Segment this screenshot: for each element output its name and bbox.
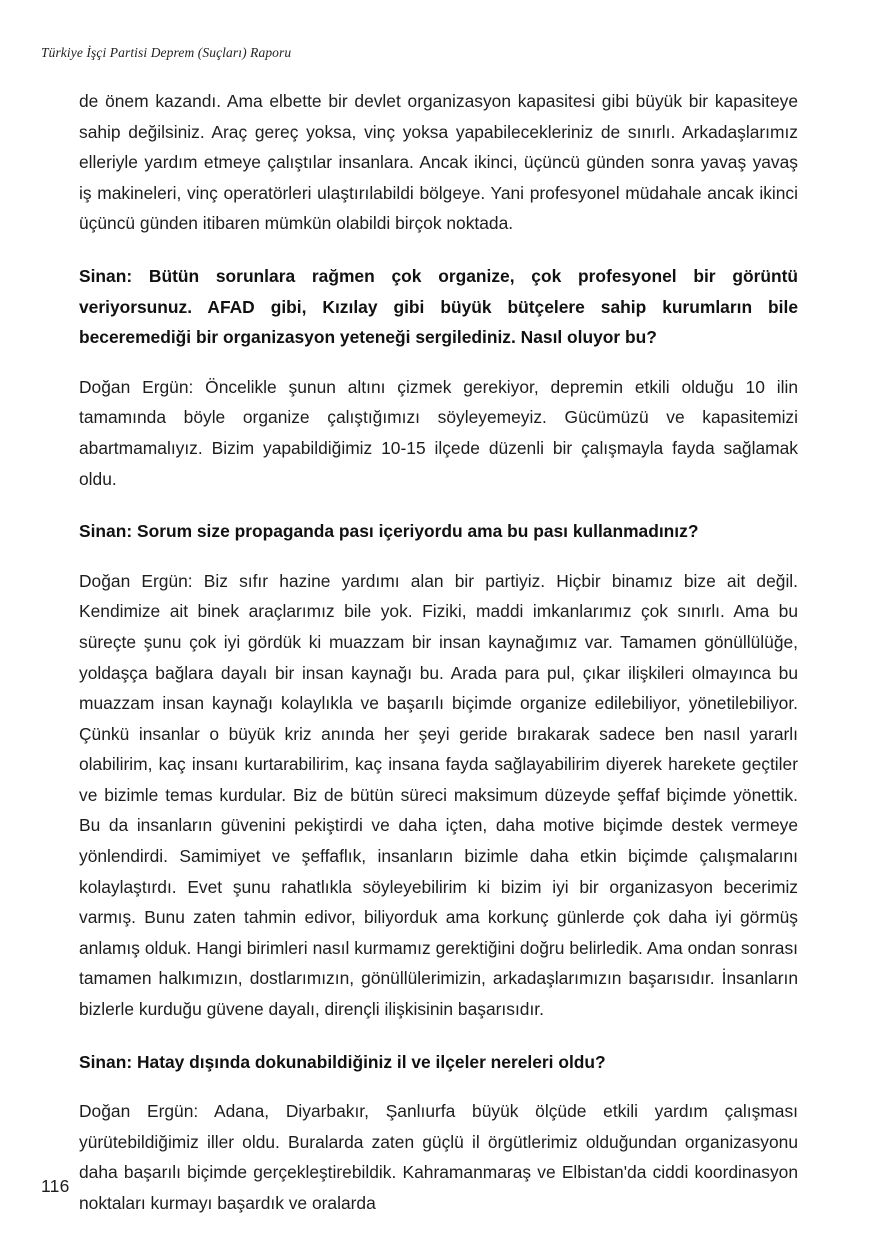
running-head: Türkiye İşçi Partisi Deprem (Suçları) Raporu	[41, 45, 292, 60]
page-content	[79, 86, 798, 1219]
paragraph: Doğan Ergün: Biz sıfır hazine yardımı alan bir partiyiz. Hiçbir binamız bize ait değil. Kendimize ait binek araçlarımız bile yok. Fiziki, maddi imkanlarımız çok sınırlı. Ama bu süreçte şunu çok iyi gördük ki muazzam bir insan kaynağımız var. Tamamen gönüllülüğe, yoldaşça bağlara dayalı bir insan kaynağı bu. Arada para pul, çıkar ilişkileri olmayınca bu muazzam insan kaynağı kolaylıkla ve başarılı biçimde organize edilebiliyor, yönetilebiliyor. Çünkü insanlar o büyük kriz anında her şeyi geride bırakarak sadece ben nasıl yararlı olabilirim, kaç insanı kurtarabilirim, kaç insana fayda sağlayabilirim diyerek harekete geçtiler ve bizimle temas kurdular. Biz de bütün süreci maksimum düzeyde şeffaf biçimde yönettik. Bu da insanların güvenini pekiştirdi ve daha içten, daha motive biçimde destek vermeye yönlendirdi. Samimiyet ve şeffaflık, insanların bizimle daha etkin biçimde çalışmalarını kolaylaştırdı. Evet şunu rahatlıkla söyleyebilirim ki bizim iyi bir organizasyon becerimiz varmış. Bunu zaten tahmin edivor, biliyorduk ama korkunç günlerde çok daha iyi görmüş anlamış olduk. Hangi birimleri nasıl kurmamız gerektiğini doğru belirledik. Ama ondan sonrası tamamen halkımızın, dostlarımızın, gönüllülerimizin, arkadaşlarımızın başarısıdır. İnsanların bizlerle kurduğu güvene dayalı, dirençli ilişkisinin başarısıdır.	[79, 570, 798, 1020]
interview-question: Sinan: Hatay dışında dokunabildiğiniz il ve ilçeler nereleri oldu?	[79, 1051, 606, 1072]
paragraph: de önem kazandı. Ama elbette bir devlet organizasyon kapasitesi gibi büyük bir kapasiteye sahip değilsiniz. Araç gereç yoksa, vinç yoksa yapabilecekleriniz de sınırlı. Arkadaşlarımız elleriyle yardım etmeye çalıştılar insanlara. Ancak ikinci, üçüncü günden sonra yavaş yavaş iş makineleri, vinç operatörleri ulaştırılabildi bölgeye. Yani profesyonel müdahale ancak ikinci üçüncü günden itibaren mümkün olabildi birçok noktada.	[79, 91, 798, 234]
interview-question: Sinan: Bütün sorunlara rağmen çok organize, çok profesyonel bir görüntü veriyorsunuz. AFAD gibi, Kızılay gibi büyük bütçelere sahip kurumların bile beceremediği bir organizasyon yeteneği sergilediniz. Nasıl oluyor bu?	[79, 265, 798, 348]
page-number: 116	[41, 1176, 70, 1196]
paragraph: Doğan Ergün: Adana, Diyarbakır, Şanlıurfa büyük ölçüde etkili yardım çalışması yürütebildiğimiz iller oldu. Buralarda zaten güçlü il örgütlerimiz olduğundan organizasyonu daha başarılı biçimde gerçekleştirebildik. Kahramanmaraş ve Elbistan'da ciddi koordinasyon noktaları kurmayı başardık ve oralarda	[79, 1101, 798, 1213]
paragraph: Doğan Ergün: Öncelikle şunun altını çizmek gerekiyor, depremin etkili olduğu 10 ilin tamamında böyle organize çalıştığımızı söyleyemeyiz. Gücümüzü ve kapasitemizi abartmamalıyız. Bizim yapabildiğimiz 10-15 ilçede düzenli bir çalışmayla fayda sağlamak oldu.	[79, 376, 798, 489]
interview-question: Sinan: Sorum size propaganda pası içeriyordu ama bu pası kullanmadınız?	[79, 521, 699, 542]
